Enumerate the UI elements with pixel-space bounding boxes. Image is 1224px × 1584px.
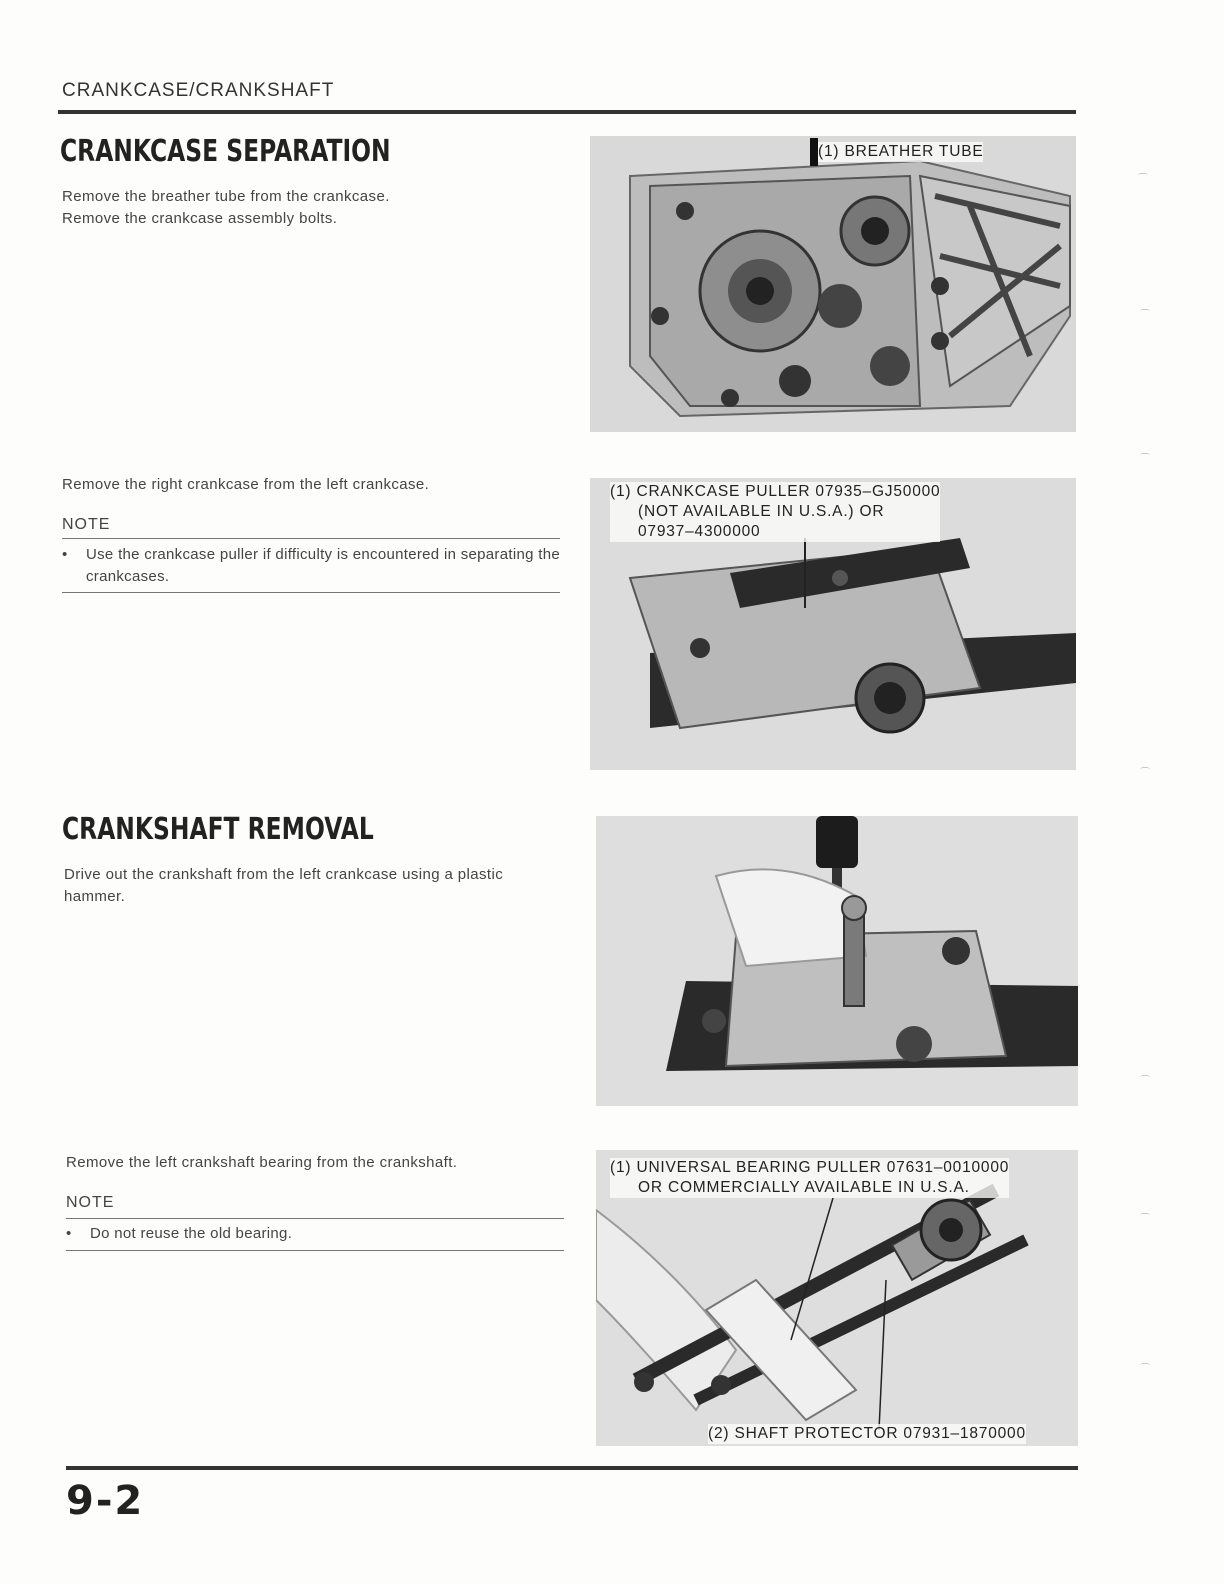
- callout-breather-tube: (1) BREATHER TUBE: [818, 143, 984, 160]
- margin-mark: ⌒: [1140, 768, 1150, 779]
- removal-step2: Remove the left crankshaft bearing from the crankshaft.: [66, 1154, 458, 1171]
- figure-bearing-puller: [596, 1150, 1078, 1446]
- callout-crankcase-puller-line1: (1) CRANKCASE PULLER 07935–GJ50000: [610, 483, 941, 500]
- hammer-crankshaft-illustration: [596, 816, 1078, 1106]
- margin-mark: ⌒: [1140, 310, 1150, 321]
- separation-note: [62, 544, 560, 588]
- separation-note-rule-top: [62, 538, 560, 539]
- figure-crankcase-puller: [590, 478, 1076, 770]
- crankcase-photo-illustration: [590, 136, 1076, 432]
- separation-note-rule-bottom: [62, 592, 560, 593]
- figure-drive-out-crankshaft: [596, 816, 1078, 1106]
- margin-mark: ⌒: [1140, 1364, 1150, 1375]
- separation-step1-line1: Remove the breather tube from the crankcase.: [62, 188, 390, 205]
- callout-bearing-puller-line2: OR COMMERCIALLY AVAILABLE IN U.S.A.: [638, 1179, 970, 1196]
- callout-crankcase-puller: [610, 482, 940, 542]
- separation-note-label: NOTE: [62, 516, 111, 533]
- section-title-removal: CRANKSHAFT REMOVAL: [62, 812, 374, 847]
- removal-note: [66, 1223, 564, 1245]
- callout-bearing-puller-line1: (1) UNIVERSAL BEARING PULLER 07631–0010000: [610, 1159, 1010, 1176]
- callout-shaft-protector: (2) SHAFT PROTECTOR 07931–1870000: [708, 1425, 1026, 1442]
- removal-note-rule-bottom: [66, 1250, 564, 1251]
- removal-note-label: NOTE: [66, 1194, 115, 1211]
- page-number: 9-2: [66, 1478, 145, 1524]
- margin-mark: ⌒: [1140, 454, 1150, 465]
- removal-step1: Drive out the crankshaft from the left crankcase using a plastic hammer.: [64, 866, 504, 905]
- removal-note-rule-top: [66, 1218, 564, 1219]
- section-title-separation: CRANKCASE SEPARATION: [60, 134, 391, 169]
- header-rule: [58, 110, 1076, 114]
- figure-crankcase-breather: [590, 136, 1076, 432]
- separation-note-text: Use the crankcase puller if difficulty is encountered in separating the crankcases.: [86, 546, 560, 585]
- margin-mark: ⌒: [1140, 1214, 1150, 1225]
- callout-bearing-puller: [610, 1158, 1009, 1198]
- note-bullet: •: [66, 1225, 72, 1242]
- note-bullet: •: [62, 546, 68, 563]
- running-head: CRANKCASE/CRANKSHAFT: [62, 80, 335, 101]
- separation-step2: Remove the right crankcase from the left crankcase.: [62, 476, 430, 493]
- margin-mark: ⌒: [1138, 174, 1148, 185]
- margin-mark: ⌒: [1140, 1076, 1150, 1087]
- footer-rule: [66, 1466, 1078, 1470]
- callout-crankcase-puller-line3: 07937–4300000: [638, 523, 761, 540]
- removal-note-text: Do not reuse the old bearing.: [90, 1225, 293, 1242]
- separation-step1-line2: Remove the crankcase assembly bolts.: [62, 210, 338, 227]
- separation-step1: [62, 186, 562, 230]
- callout-crankcase-puller-line2: (NOT AVAILABLE IN U.S.A.) OR: [638, 503, 885, 520]
